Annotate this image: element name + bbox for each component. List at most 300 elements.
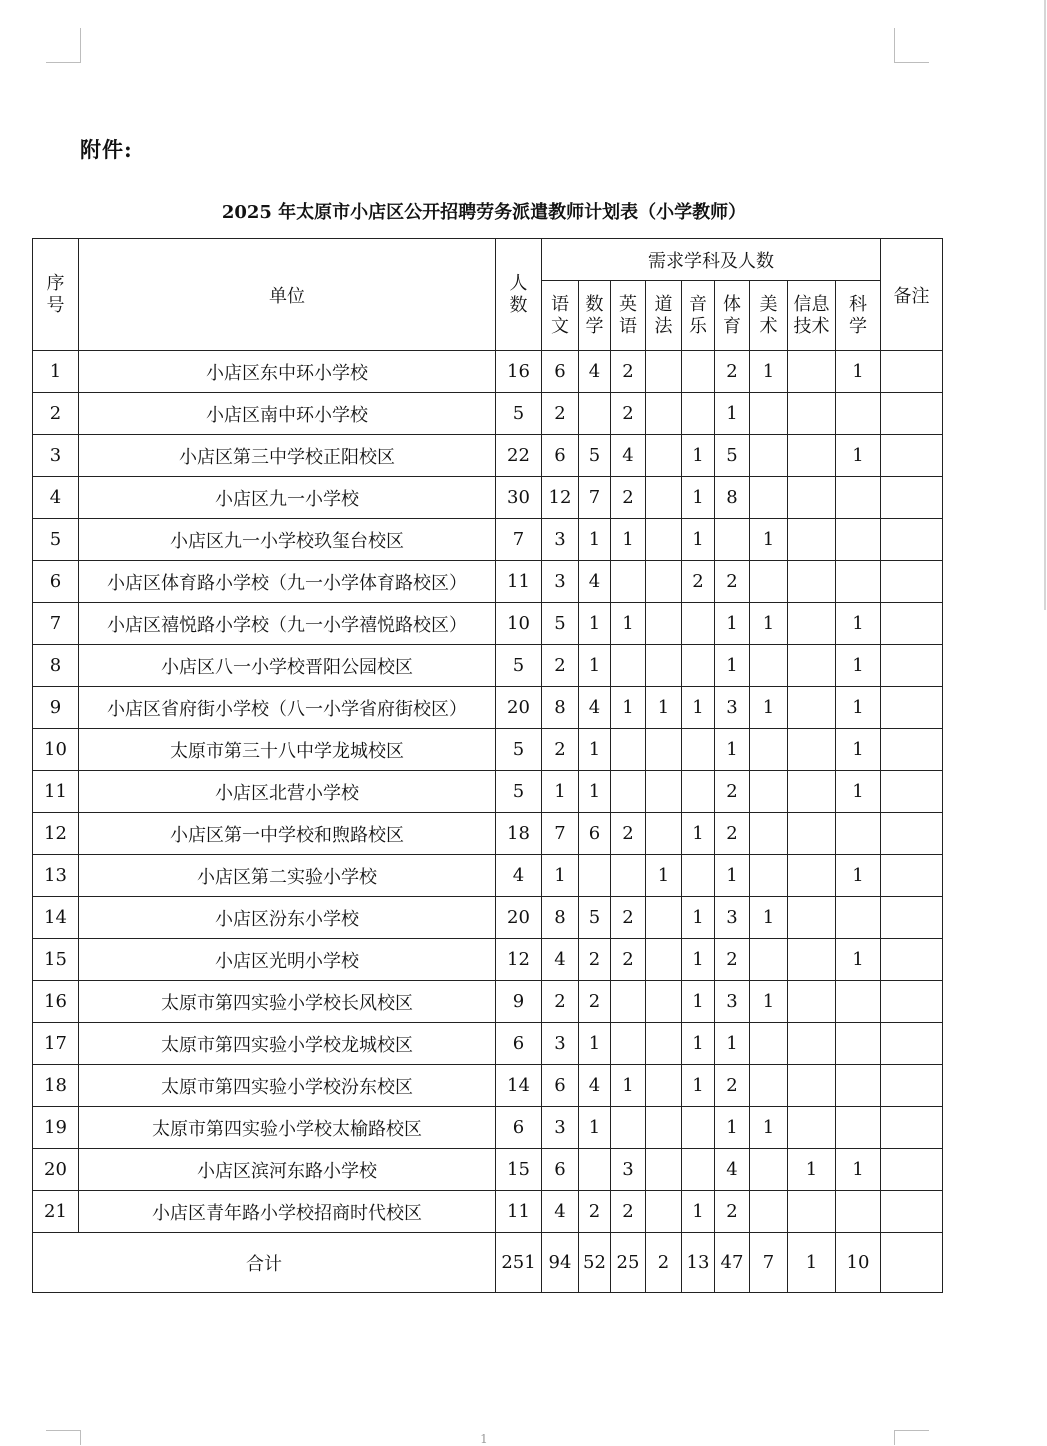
row-remark — [881, 855, 943, 897]
row-subject-count: 1 — [836, 1149, 881, 1191]
row-subject-count — [646, 1191, 682, 1233]
row-unit: 小店区体育路小学校（九一小学体育路校区） — [79, 561, 496, 603]
table-row — [33, 771, 943, 813]
row-subject-count: 2 — [715, 351, 750, 393]
header-subject-5 — [715, 281, 750, 351]
row-subject-count: 2 — [715, 813, 750, 855]
row-subject-count — [788, 477, 836, 519]
row-subject-count: 6 — [579, 813, 611, 855]
row-subject-count: 1 — [715, 729, 750, 771]
row-total: 4 — [496, 855, 542, 897]
row-subject-count: 2 — [579, 981, 611, 1023]
totals-subject-count: 1 — [788, 1233, 836, 1293]
row-remark — [881, 519, 943, 561]
table-row — [33, 477, 943, 519]
table-row — [33, 855, 943, 897]
header-subject-label: 音乐 — [689, 293, 707, 337]
row-subject-count — [788, 771, 836, 813]
header-index — [33, 239, 79, 351]
header-subject-label: 数学 — [585, 293, 604, 337]
totals-subject-count: 94 — [542, 1233, 579, 1293]
row-subject-count: 2 — [611, 813, 646, 855]
header-subject-6 — [750, 281, 788, 351]
row-subject-count — [682, 1149, 715, 1191]
row-subject-count: 1 — [682, 813, 715, 855]
row-subject-count: 7 — [542, 813, 579, 855]
row-total: 18 — [496, 813, 542, 855]
totals-subject-count: 25 — [611, 1233, 646, 1293]
row-subject-count: 1 — [579, 645, 611, 687]
row-subject-count: 1 — [579, 1107, 611, 1149]
table-row — [33, 1065, 943, 1107]
row-subject-count — [750, 1065, 788, 1107]
row-subject-count — [750, 939, 788, 981]
row-subject-count: 2 — [682, 561, 715, 603]
row-subject-count — [682, 645, 715, 687]
row-unit: 小店区九一小学校玖玺台校区 — [79, 519, 496, 561]
row-subject-count: 1 — [611, 1065, 646, 1107]
row-subject-count — [788, 519, 836, 561]
row-subject-count — [750, 855, 788, 897]
row-subject-count: 2 — [611, 393, 646, 435]
table-row — [33, 729, 943, 771]
row-subject-count: 4 — [579, 687, 611, 729]
row-subject-count — [682, 729, 715, 771]
row-subject-count — [788, 855, 836, 897]
row-subject-count — [750, 561, 788, 603]
header-subject-3 — [646, 281, 682, 351]
row-index: 18 — [33, 1065, 79, 1107]
row-unit: 小店区东中环小学校 — [79, 351, 496, 393]
table-row — [33, 939, 943, 981]
row-subject-count: 1 — [836, 771, 881, 813]
row-subject-count — [836, 1191, 881, 1233]
table-row — [33, 393, 943, 435]
row-unit: 小店区第三中学校正阳校区 — [79, 435, 496, 477]
row-subject-count: 2 — [579, 1191, 611, 1233]
row-subject-count — [836, 477, 881, 519]
row-subject-count: 1 — [579, 603, 611, 645]
row-unit: 小店区第一中学校和煦路校区 — [79, 813, 496, 855]
row-total: 11 — [496, 1191, 542, 1233]
row-subject-count: 1 — [836, 855, 881, 897]
row-subject-count — [646, 519, 682, 561]
totals-subject-count: 13 — [682, 1233, 715, 1293]
row-subject-count: 1 — [682, 1065, 715, 1107]
row-subject-count: 2 — [542, 645, 579, 687]
header-subject-label: 美术 — [759, 293, 778, 337]
row-subject-count — [788, 1191, 836, 1233]
row-subject-count: 4 — [611, 435, 646, 477]
row-total: 5 — [496, 645, 542, 687]
row-unit: 小店区北营小学校 — [79, 771, 496, 813]
header-subject-2 — [611, 281, 646, 351]
row-subject-count: 1 — [579, 519, 611, 561]
row-unit: 小店区九一小学校 — [79, 477, 496, 519]
row-total: 16 — [496, 351, 542, 393]
row-subject-count: 1 — [715, 645, 750, 687]
row-remark — [881, 645, 943, 687]
totals-subject-count: 2 — [646, 1233, 682, 1293]
row-subject-count: 1 — [611, 687, 646, 729]
header-subject-4 — [682, 281, 715, 351]
corner-mark-top-left — [46, 28, 81, 63]
row-subject-count: 1 — [750, 351, 788, 393]
row-subject-count — [682, 351, 715, 393]
row-total: 9 — [496, 981, 542, 1023]
row-total: 10 — [496, 603, 542, 645]
table-row — [33, 603, 943, 645]
row-subject-count: 1 — [836, 603, 881, 645]
row-unit: 小店区滨河东路小学校 — [79, 1149, 496, 1191]
row-subject-count: 1 — [750, 687, 788, 729]
row-subject-count: 4 — [579, 1065, 611, 1107]
row-subject-count — [788, 393, 836, 435]
table-row — [33, 519, 943, 561]
row-subject-count — [611, 981, 646, 1023]
row-subject-count: 1 — [836, 729, 881, 771]
row-subject-count — [836, 1107, 881, 1149]
table-row — [33, 1023, 943, 1065]
row-subject-count: 3 — [715, 981, 750, 1023]
row-subject-count: 1 — [579, 1023, 611, 1065]
row-subject-count: 3 — [542, 1023, 579, 1065]
row-remark — [881, 1065, 943, 1107]
row-subject-count — [836, 897, 881, 939]
row-index: 15 — [33, 939, 79, 981]
row-subject-count: 1 — [715, 1107, 750, 1149]
row-subject-count: 1 — [682, 981, 715, 1023]
row-subject-count: 1 — [682, 435, 715, 477]
row-subject-count: 5 — [579, 897, 611, 939]
row-subject-count: 1 — [682, 687, 715, 729]
row-subject-count — [579, 855, 611, 897]
corner-mark-top-right — [894, 28, 929, 63]
row-total: 20 — [496, 687, 542, 729]
row-subject-count: 2 — [579, 939, 611, 981]
row-unit: 太原市第四实验小学校太榆路校区 — [79, 1107, 496, 1149]
row-remark — [881, 981, 943, 1023]
row-subject-count: 1 — [682, 1191, 715, 1233]
row-subject-count — [788, 813, 836, 855]
row-remark — [881, 477, 943, 519]
row-index: 14 — [33, 897, 79, 939]
row-subject-count — [646, 351, 682, 393]
row-unit: 小店区第二实验小学校 — [79, 855, 496, 897]
totals-subject-count: 47 — [715, 1233, 750, 1293]
row-index: 6 — [33, 561, 79, 603]
row-total: 14 — [496, 1065, 542, 1107]
row-subject-count — [788, 729, 836, 771]
row-subject-count — [611, 561, 646, 603]
row-subject-count: 4 — [542, 939, 579, 981]
row-subject-count — [682, 855, 715, 897]
row-unit: 小店区光明小学校 — [79, 939, 496, 981]
row-remark — [881, 351, 943, 393]
row-subject-count: 1 — [682, 897, 715, 939]
header-subject-8 — [836, 281, 881, 351]
row-remark — [881, 771, 943, 813]
header-subject-7 — [788, 281, 836, 351]
row-subject-count: 7 — [579, 477, 611, 519]
row-index: 11 — [33, 771, 79, 813]
row-index: 1 — [33, 351, 79, 393]
row-total: 30 — [496, 477, 542, 519]
row-subject-count — [788, 939, 836, 981]
row-subject-count — [611, 1107, 646, 1149]
header-index-label: 序号 — [46, 272, 65, 316]
row-subject-count — [750, 477, 788, 519]
row-subject-count — [682, 1107, 715, 1149]
row-subject-count: 6 — [542, 1149, 579, 1191]
row-subject-count: 1 — [682, 477, 715, 519]
row-subject-count: 2 — [611, 1191, 646, 1233]
row-total: 5 — [496, 729, 542, 771]
row-remark — [881, 1149, 943, 1191]
row-subject-count: 12 — [542, 477, 579, 519]
row-subject-count — [579, 393, 611, 435]
row-subject-count — [750, 645, 788, 687]
row-subject-count: 1 — [646, 687, 682, 729]
row-subject-count: 3 — [542, 519, 579, 561]
row-subject-count — [750, 435, 788, 477]
row-subject-count — [611, 729, 646, 771]
row-subject-count — [646, 771, 682, 813]
row-remark — [881, 561, 943, 603]
row-remark — [881, 687, 943, 729]
table-row — [33, 981, 943, 1023]
row-subject-count — [750, 729, 788, 771]
table-row — [33, 897, 943, 939]
row-subject-count: 2 — [611, 477, 646, 519]
row-index: 8 — [33, 645, 79, 687]
row-total: 5 — [496, 393, 542, 435]
row-subject-count — [836, 1065, 881, 1107]
row-index: 9 — [33, 687, 79, 729]
row-index: 12 — [33, 813, 79, 855]
table-row — [33, 1107, 943, 1149]
row-unit: 小店区南中环小学校 — [79, 393, 496, 435]
header-remarks: 备注 — [881, 239, 943, 351]
row-subject-count — [646, 645, 682, 687]
row-total: 6 — [496, 1107, 542, 1149]
row-subject-count: 2 — [542, 729, 579, 771]
table-row — [33, 687, 943, 729]
row-subject-count: 4 — [542, 1191, 579, 1233]
row-subject-count: 2 — [611, 897, 646, 939]
row-total: 7 — [496, 519, 542, 561]
row-subject-count — [788, 687, 836, 729]
row-subject-count — [646, 561, 682, 603]
table-row — [33, 351, 943, 393]
row-subject-count: 3 — [715, 897, 750, 939]
row-index: 20 — [33, 1149, 79, 1191]
row-subject-count: 1 — [836, 435, 881, 477]
row-index: 13 — [33, 855, 79, 897]
row-remark — [881, 1023, 943, 1065]
row-total: 11 — [496, 561, 542, 603]
row-remark — [881, 1107, 943, 1149]
row-remark — [881, 813, 943, 855]
header-subject-1 — [579, 281, 611, 351]
row-unit: 太原市第四实验小学校汾东校区 — [79, 1065, 496, 1107]
row-subject-count — [788, 561, 836, 603]
row-subject-count: 4 — [715, 1149, 750, 1191]
row-unit: 小店区八一小学校晋阳公园校区 — [79, 645, 496, 687]
row-subject-count: 1 — [611, 519, 646, 561]
row-subject-count — [646, 1065, 682, 1107]
row-subject-count — [788, 1107, 836, 1149]
row-subject-count: 1 — [788, 1149, 836, 1191]
row-subject-count — [646, 393, 682, 435]
totals-remark — [881, 1233, 943, 1293]
row-subject-count — [646, 897, 682, 939]
row-subject-count — [836, 981, 881, 1023]
row-subject-count — [788, 351, 836, 393]
row-index: 16 — [33, 981, 79, 1023]
row-subject-count: 3 — [542, 1107, 579, 1149]
row-remark — [881, 1191, 943, 1233]
row-subject-count — [788, 435, 836, 477]
attachment-label: 附件: — [80, 137, 133, 162]
document-title: 2025 年太原市小店区公开招聘劳务派遣教师计划表（小学教师） — [221, 202, 747, 223]
row-subject-count — [750, 1191, 788, 1233]
row-unit: 小店区汾东小学校 — [79, 897, 496, 939]
row-index: 19 — [33, 1107, 79, 1149]
row-subject-count: 1 — [836, 645, 881, 687]
row-subject-count — [750, 771, 788, 813]
row-subject-count — [836, 561, 881, 603]
row-index: 2 — [33, 393, 79, 435]
header-subject-label: 道法 — [654, 293, 673, 337]
row-index: 4 — [33, 477, 79, 519]
row-subject-count: 1 — [682, 1023, 715, 1065]
row-subject-count: 1 — [682, 939, 715, 981]
header-subject-label: 英语 — [619, 293, 637, 337]
row-subject-count: 1 — [750, 981, 788, 1023]
row-subject-count: 5 — [579, 435, 611, 477]
header-subject-label: 信息技术 — [793, 293, 830, 337]
row-subject-count: 2 — [715, 771, 750, 813]
row-subject-count — [611, 771, 646, 813]
row-subject-count — [611, 855, 646, 897]
header-subject-label: 语文 — [551, 293, 569, 337]
header-count — [496, 239, 542, 351]
row-subject-count: 4 — [579, 561, 611, 603]
header-subjects-group: 需求学科及人数 — [542, 239, 881, 281]
row-remark — [881, 729, 943, 771]
totals-row — [33, 1233, 943, 1293]
row-subject-count — [750, 393, 788, 435]
row-index: 21 — [33, 1191, 79, 1233]
row-remark — [881, 603, 943, 645]
row-subject-count: 2 — [611, 351, 646, 393]
row-subject-count — [682, 393, 715, 435]
table-row — [33, 435, 943, 477]
totals-subject-count: 7 — [750, 1233, 788, 1293]
row-subject-count: 1 — [579, 771, 611, 813]
row-subject-count — [611, 645, 646, 687]
row-subject-count: 3 — [715, 687, 750, 729]
row-total: 6 — [496, 1023, 542, 1065]
row-subject-count: 3 — [542, 561, 579, 603]
row-subject-count: 1 — [579, 729, 611, 771]
row-subject-count: 1 — [836, 687, 881, 729]
row-subject-count — [646, 603, 682, 645]
row-subject-count: 1 — [836, 351, 881, 393]
row-remark — [881, 939, 943, 981]
row-index: 17 — [33, 1023, 79, 1065]
table-row — [33, 813, 943, 855]
row-subject-count: 1 — [750, 1107, 788, 1149]
header-subject-0 — [542, 281, 579, 351]
row-subject-count — [836, 519, 881, 561]
row-subject-count: 2 — [715, 561, 750, 603]
row-subject-count: 8 — [715, 477, 750, 519]
row-subject-count — [788, 981, 836, 1023]
row-unit: 小店区省府街小学校（八一小学省府街校区） — [79, 687, 496, 729]
row-subject-count: 2 — [611, 939, 646, 981]
row-subject-count — [682, 603, 715, 645]
row-subject-count: 1 — [750, 897, 788, 939]
row-subject-count: 8 — [542, 687, 579, 729]
header-subject-label: 科学 — [849, 293, 867, 337]
row-subject-count — [646, 1023, 682, 1065]
row-subject-count: 1 — [646, 855, 682, 897]
row-subject-count: 2 — [542, 393, 579, 435]
page-number: 1 — [480, 1432, 488, 1446]
row-subject-count — [715, 519, 750, 561]
row-total: 5 — [496, 771, 542, 813]
row-subject-count: 1 — [715, 855, 750, 897]
row-subject-count: 1 — [542, 855, 579, 897]
table-row — [33, 1191, 943, 1233]
row-subject-count — [788, 603, 836, 645]
header-unit: 单位 — [79, 239, 496, 351]
row-subject-count: 1 — [542, 771, 579, 813]
row-subject-count: 5 — [542, 603, 579, 645]
header-subject-label: 体育 — [723, 293, 741, 337]
page-edge-line — [1044, 0, 1046, 610]
teacher-plan-table — [32, 238, 943, 1293]
row-subject-count: 1 — [682, 519, 715, 561]
row-unit: 小店区青年路小学校招商时代校区 — [79, 1191, 496, 1233]
row-index: 7 — [33, 603, 79, 645]
row-index: 10 — [33, 729, 79, 771]
row-subject-count — [646, 477, 682, 519]
row-subject-count — [788, 1065, 836, 1107]
row-subject-count — [646, 813, 682, 855]
row-subject-count — [611, 1023, 646, 1065]
row-subject-count — [646, 1149, 682, 1191]
row-index: 5 — [33, 519, 79, 561]
row-subject-count: 1 — [715, 603, 750, 645]
table-row — [33, 561, 943, 603]
row-subject-count: 2 — [715, 1191, 750, 1233]
row-subject-count — [788, 645, 836, 687]
row-unit: 太原市第四实验小学校龙城校区 — [79, 1023, 496, 1065]
row-subject-count — [646, 981, 682, 1023]
table-row — [33, 645, 943, 687]
row-subject-count: 6 — [542, 1065, 579, 1107]
row-total: 15 — [496, 1149, 542, 1191]
row-total: 20 — [496, 897, 542, 939]
row-subject-count — [788, 1023, 836, 1065]
row-subject-count — [682, 771, 715, 813]
row-subject-count — [750, 1149, 788, 1191]
row-subject-count: 3 — [611, 1149, 646, 1191]
totals-subject-count: 10 — [836, 1233, 881, 1293]
